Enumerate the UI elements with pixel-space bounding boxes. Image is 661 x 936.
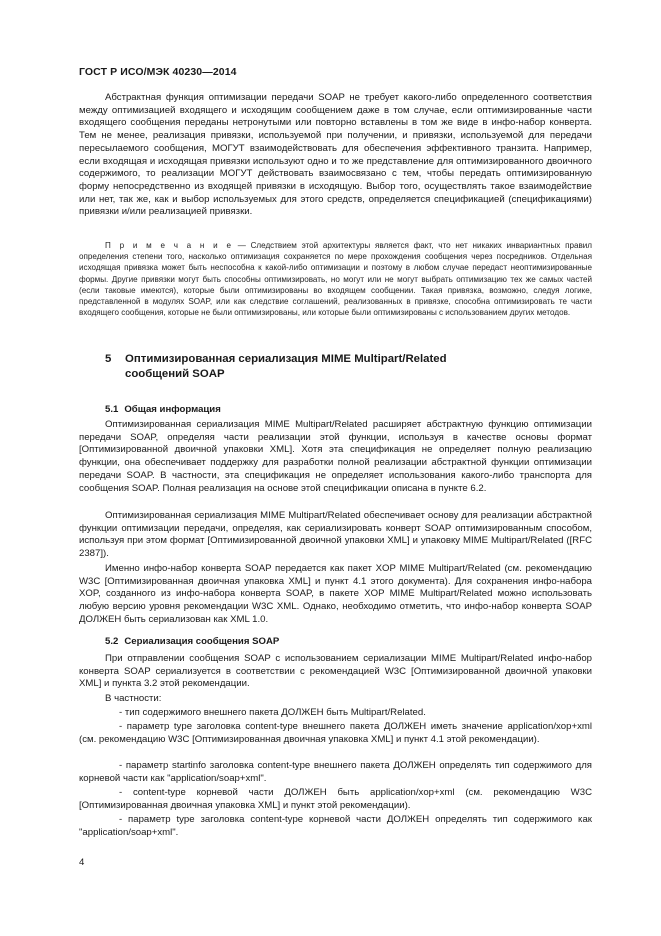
list-item: - тип содержимого внешнего пакета ДОЛЖЕН быть Multipart/Related. bbox=[119, 707, 426, 718]
subsection-number: 5.2 bbox=[105, 636, 119, 647]
in-particular-label: В частности: bbox=[105, 693, 162, 704]
note-paragraph bbox=[79, 240, 592, 318]
section-5-2-heading bbox=[105, 636, 279, 647]
document-header: ГОСТ Р ИСО/МЭК 40230—2014 bbox=[79, 66, 237, 78]
section-5-1-heading bbox=[105, 404, 221, 415]
intro-paragraph: Абстрактная функция оптимизации передачи SOAP не требует какого-либо определенного соответствия между оптимизацией входящего и исходящим сообщением даже в том случае, если оптимизированные части входящего сообщения переданы нетронутыми или повторно вставлены в том же виде в инфо-набор конверта. Тем не менее, реализация привязки, используемой при получении, и привязки, используемой для передачи пересылаемого сообщения, МОГУТ взаимодействовать для обеспечения эффективного транзита. Например, если входящая и исходящая привязки используют одно и то же представление для оптимизированного двоичного содержимого, то реализации МОГУТ действовать взаимосвязано с тем, чтобы передать оптимизированную форму непосредственно из входящей привязки в исходящую. Выбор того, осуществлять такое взаимодействие или нет, так же, как и выбор используемых для этого средств, определяется спецификацией (спецификациями) привязки и/или реализацией привязки. bbox=[79, 92, 592, 218]
section-5-2-paragraph-1: При отправлении сообщения SOAP с использованием сериализации MIME Multipart/Related инфо-набор конверта SOAP сериализуется в соответствии с рекомендацией W3C [Оптимизированной двоичной упаковки XML] и пункта 3.2 этой рекомендации. bbox=[79, 653, 592, 690]
subsection-title: Сериализация сообщения SOAP bbox=[124, 636, 280, 647]
section-5-1-paragraph-1: Оптимизированная сериализация MIME Multipart/Related расширяет абстрактную функцию оптимизации передачи SOAP, определяя части реализации этой функции, используя в качестве основы формат [Оптимизированной двоичной упаковки XML]. Хотя эта спецификация не определяет полную реализацию функции, она обеспечивает поддержку для разработки полной реализации абстрактной функции оптимизации передачи SOAP. В частности, эта спецификация не определяет использования какого-либо транспорта для сообщения SOAP. Полная реализация на основе этой спецификации описана в пункте 6.2. bbox=[79, 419, 592, 494]
subsection-number: 5.1 bbox=[105, 404, 119, 415]
section-5-heading bbox=[105, 352, 575, 381]
note-label: П р и м е ч а н и е bbox=[105, 241, 233, 250]
note-text: — Следствием этой архитектуры является факт, что нет никаких инвариантных правил определения степени того, насколько оптимизация сохраняется по мере прохождения сообщения через посредников. Отдельная исходящая привязка может быть неспособна к какой-либо оптимизации и поэтому в любом случае передаст неоптимизированные формы. Другие привязки могут быть способны оптимизировать, но могут или не могут выбрать оптимизацию тех же самых частей (если таковые имеются), которые были оптимизированы во входящем сообщении. Такая привязка, возможно, следуя логике, представленной в модулях SOAP, или как следствие соглашений, реализованных в привязке, способна оптимизировать те части входящего сообщения, которые не были оптимизированы, или которые были оптимизированы с использованием других методов. bbox=[79, 241, 592, 318]
list-item: - параметр startinfo заголовка content-type внешнего пакета ДОЛЖЕН определять тип содержимого для корневой части как "application/soap+xml". bbox=[79, 760, 592, 784]
section-title-line2: сообщений SOAP bbox=[125, 367, 225, 380]
section-5-1-paragraph-2: Оптимизированная сериализация MIME Multipart/Related обеспечивает основу для реализации абстрактной функции оптимизации передачи, определяя, как сериализировать конверт SOAP оптимизированным способом, используя при этом формат [Оптимизированной двоичной упаковки XML] и упаковку MIME Multipart/Related ([RFC 2387]). bbox=[79, 510, 592, 560]
page-number: 4 bbox=[79, 857, 85, 868]
subsection-title: Общая информация bbox=[124, 404, 221, 415]
list-item: - content-type корневой части ДОЛЖЕН быть application/xop+xml (см. рекомендацию W3C [Оптимизированная двоичная упаковка XML] и пункт этой рекомендации). bbox=[79, 787, 592, 811]
section-title-line1: Оптимизированная сериализация MIME Multipart/Related bbox=[125, 353, 447, 365]
list-item: - параметр type заголовка content-type внешнего пакета ДОЛЖЕН иметь значение application/xop+xml (см. рекомендацию W3C [Оптимизированная двоичная упаковка XML] и пункт 4.1 этой рекомендации). bbox=[79, 721, 592, 745]
list-item: - параметр type заголовка content-type корневой части ДОЛЖЕН определять тип содержимого как "application/soap+xml". bbox=[79, 814, 592, 838]
section-number: 5 bbox=[105, 353, 112, 365]
section-5-1-paragraph-3: Именно инфо-набор конверта SOAP передается как пакет XOP MIME Multipart/Related (см. рекомендацию W3C [Оптимизированная двоичная упаковка XML] и пункт 4.1 этого документа). Для сохранения инфо-набора XOP, созданного из инфо-набора конверта SOAP, в пакете XOP MIME Multipart/Related можно использовать любую версию уровня рекомендации W3C XML. Однако, необходимо отметить, что инфо-набор конверта SOAP ДОЛЖЕН быть сериализован как XML 1.0. bbox=[79, 563, 592, 625]
